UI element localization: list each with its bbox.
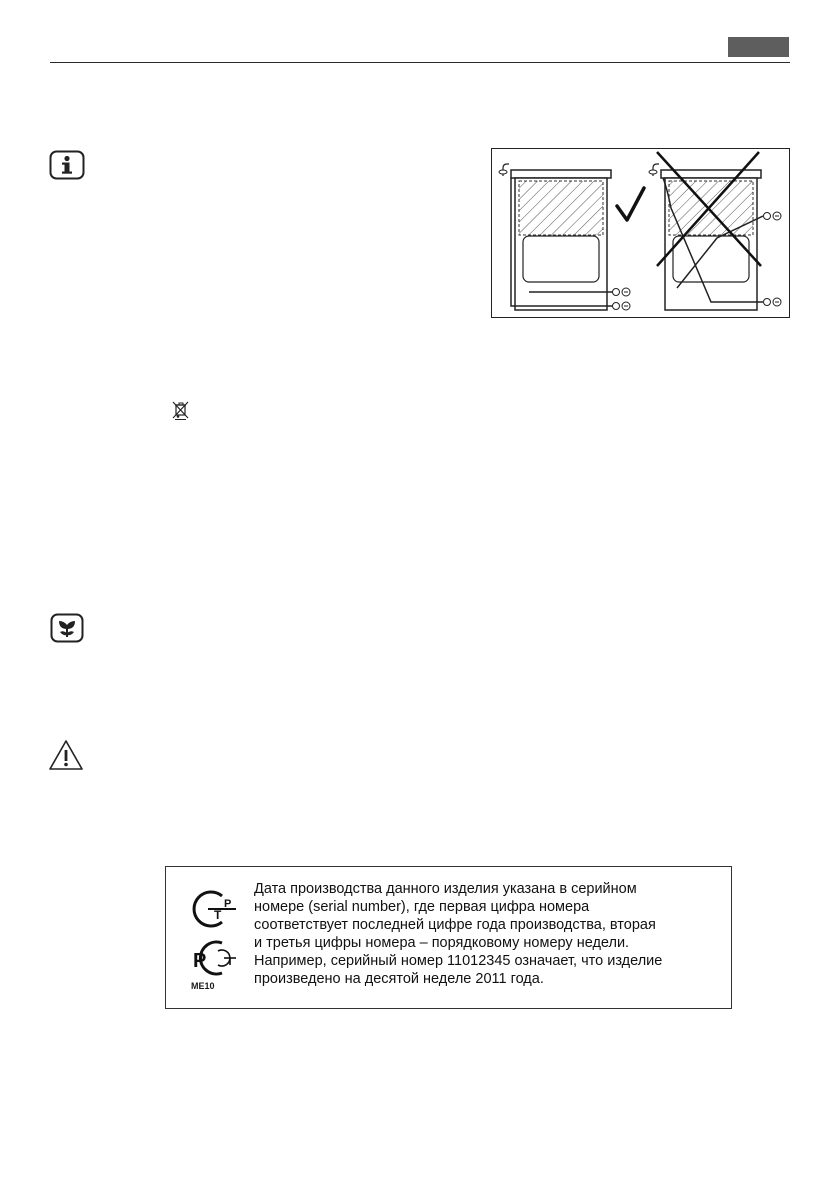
- cert-line: Например, серийный номер 11012345 означает, что изделие: [254, 953, 663, 969]
- svg-text:Р: Р: [193, 950, 207, 972]
- info-icon: [49, 150, 85, 185]
- certification-notice: [165, 866, 732, 1009]
- header-rule: [50, 62, 790, 63]
- svg-text:Р: Р: [224, 898, 232, 910]
- serial-number-explanation: [254, 880, 724, 988]
- rst-certification-mark: [193, 942, 236, 974]
- tr-certification-mark: [194, 892, 236, 926]
- certification-marks: [188, 885, 238, 995]
- cert-line: номере (serial number), где первая цифра номера: [254, 899, 590, 915]
- page-header-tab: [728, 37, 789, 57]
- crossed-out-wheelie-bin-icon: [172, 400, 190, 425]
- warning-icon: [47, 738, 85, 777]
- cert-line: соответствует последней цифре года производства, вторая: [254, 917, 656, 933]
- cable-routing-diagram: [491, 148, 790, 318]
- cert-line: и третья цифры номера – порядковому номеру недели.: [254, 935, 630, 951]
- certification-mark-code: МЕ10: [191, 981, 215, 991]
- svg-text:Т: Т: [214, 908, 222, 922]
- cert-line: Дата производства данного изделия указана в серийном: [254, 881, 637, 897]
- environment-icon: [50, 613, 84, 648]
- cert-line: произведено на десятой неделе 2011 года.: [254, 971, 544, 987]
